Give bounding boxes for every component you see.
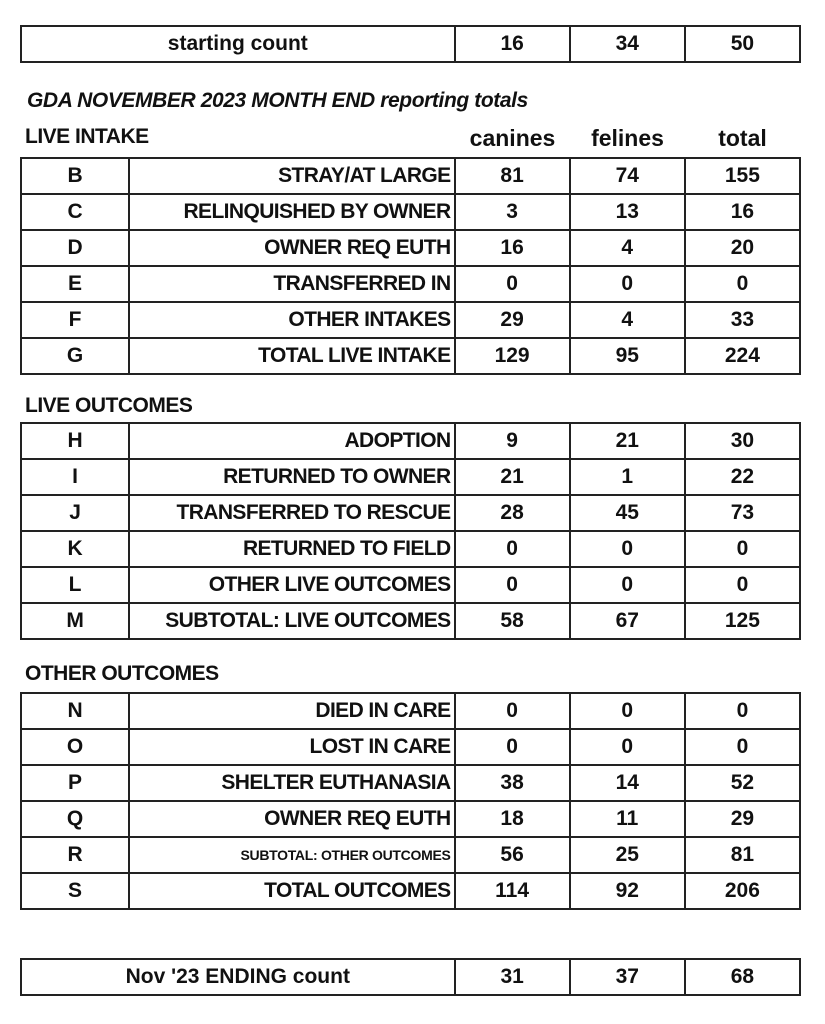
canines-value: 0 [455, 531, 570, 567]
starting-felines: 34 [570, 26, 685, 62]
table-row [21, 603, 800, 639]
row-label: OWNER REQ EUTH [129, 230, 454, 266]
row-label: RETURNED TO FIELD [129, 531, 454, 567]
row-code: E [21, 266, 129, 302]
total-value: 30 [685, 423, 800, 459]
felines-value: 1 [570, 459, 685, 495]
felines-value: 11 [570, 801, 685, 837]
ending-count-table [20, 958, 801, 996]
canines-column-header: canines [469, 125, 556, 151]
table-row [21, 531, 800, 567]
row-code: G [21, 338, 129, 374]
row-code: K [21, 531, 129, 567]
row-code: P [21, 765, 129, 801]
total-value: 22 [685, 459, 800, 495]
row-label: ADOPTION [129, 423, 454, 459]
row-label: OWNER REQ EUTH [129, 801, 454, 837]
felines-value: 21 [570, 423, 685, 459]
total-value: 81 [685, 837, 800, 873]
total-value: 224 [685, 338, 800, 374]
canines-value: 3 [455, 194, 570, 230]
starting-count-label: starting count [21, 26, 455, 62]
canines-value: 114 [455, 873, 570, 909]
row-code: B [21, 158, 129, 194]
row-code: J [21, 495, 129, 531]
canines-value: 0 [455, 567, 570, 603]
felines-value: 13 [570, 194, 685, 230]
table-row [21, 158, 800, 194]
canines-value: 38 [455, 765, 570, 801]
total-value: 206 [685, 873, 800, 909]
table-row [21, 230, 800, 266]
canines-value: 56 [455, 837, 570, 873]
total-column-header: total [718, 125, 767, 151]
felines-value: 4 [570, 230, 685, 266]
row-label: SHELTER EUTHANASIA [129, 765, 454, 801]
table-row [21, 693, 800, 729]
starting-total: 50 [685, 26, 800, 62]
table-row [21, 837, 800, 873]
row-code: F [21, 302, 129, 338]
row-label: RELINQUISHED BY OWNER [129, 194, 454, 230]
row-label: OTHER INTAKES [129, 302, 454, 338]
row-code: S [21, 873, 129, 909]
canines-value: 18 [455, 801, 570, 837]
row-code: M [21, 603, 129, 639]
row-label: STRAY/AT LARGE [129, 158, 454, 194]
row-label: OTHER LIVE OUTCOMES [129, 567, 454, 603]
live-intake-table [20, 157, 801, 375]
total-value: 20 [685, 230, 800, 266]
canines-value: 81 [455, 158, 570, 194]
row-label: SUBTOTAL: OTHER OUTCOMES [129, 837, 454, 873]
row-label: TOTAL OUTCOMES [129, 873, 454, 909]
row-code: I [21, 459, 129, 495]
row-label: DIED IN CARE [129, 693, 454, 729]
starting-canines: 16 [455, 26, 570, 62]
ending-count-label: Nov '23 ENDING count [21, 959, 455, 995]
felines-value: 92 [570, 873, 685, 909]
row-code: H [21, 423, 129, 459]
row-label: LOST IN CARE [129, 729, 454, 765]
table-row [21, 423, 800, 459]
total-value: 0 [685, 729, 800, 765]
felines-value: 0 [570, 266, 685, 302]
other-outcomes-heading: OTHER OUTCOMES [25, 662, 219, 685]
row-code: Q [21, 801, 129, 837]
total-value: 52 [685, 765, 800, 801]
felines-value: 14 [570, 765, 685, 801]
canines-value: 129 [455, 338, 570, 374]
felines-value: 4 [570, 302, 685, 338]
table-row [21, 801, 800, 837]
felines-value: 0 [570, 729, 685, 765]
row-label: SUBTOTAL: LIVE OUTCOMES [129, 603, 454, 639]
row-code: R [21, 837, 129, 873]
canines-value: 29 [455, 302, 570, 338]
table-row [21, 266, 800, 302]
total-value: 0 [685, 567, 800, 603]
other-outcomes-table [20, 692, 801, 910]
ending-count-row [21, 959, 800, 995]
row-code: N [21, 693, 129, 729]
ending-total: 68 [685, 959, 800, 995]
canines-value: 28 [455, 495, 570, 531]
felines-value: 74 [570, 158, 685, 194]
total-value: 29 [685, 801, 800, 837]
total-value: 73 [685, 495, 800, 531]
live-outcomes-heading: LIVE OUTCOMES [25, 394, 193, 417]
live-outcomes-table [20, 422, 801, 640]
felines-value: 0 [570, 531, 685, 567]
canines-value: 9 [455, 423, 570, 459]
felines-value: 45 [570, 495, 685, 531]
total-value: 16 [685, 194, 800, 230]
row-code: D [21, 230, 129, 266]
ending-canines: 31 [455, 959, 570, 995]
total-value: 0 [685, 693, 800, 729]
row-label: TRANSFERRED TO RESCUE [129, 495, 454, 531]
row-code: C [21, 194, 129, 230]
canines-value: 0 [455, 693, 570, 729]
canines-value: 0 [455, 266, 570, 302]
live-intake-heading: LIVE INTAKE [25, 125, 149, 148]
felines-column-header: felines [591, 125, 664, 151]
canines-value: 58 [455, 603, 570, 639]
table-row [21, 765, 800, 801]
total-value: 33 [685, 302, 800, 338]
report-title: GDA NOVEMBER 2023 MONTH END reporting totals [27, 89, 528, 112]
row-code: O [21, 729, 129, 765]
table-row [21, 338, 800, 374]
table-row [21, 729, 800, 765]
row-code: L [21, 567, 129, 603]
felines-value: 0 [570, 567, 685, 603]
starting-count-table [20, 25, 801, 63]
total-value: 0 [685, 531, 800, 567]
table-row [21, 194, 800, 230]
row-label: TRANSFERRED IN [129, 266, 454, 302]
table-row [21, 873, 800, 909]
canines-value: 16 [455, 230, 570, 266]
felines-value: 25 [570, 837, 685, 873]
table-row [21, 567, 800, 603]
felines-value: 67 [570, 603, 685, 639]
canines-value: 21 [455, 459, 570, 495]
canines-value: 0 [455, 729, 570, 765]
table-row [21, 459, 800, 495]
row-label: RETURNED TO OWNER [129, 459, 454, 495]
row-label: TOTAL LIVE INTAKE [129, 338, 454, 374]
table-row [21, 495, 800, 531]
total-value: 0 [685, 266, 800, 302]
ending-felines: 37 [570, 959, 685, 995]
total-value: 125 [685, 603, 800, 639]
felines-value: 0 [570, 693, 685, 729]
starting-count-row [21, 26, 800, 62]
table-row [21, 302, 800, 338]
felines-value: 95 [570, 338, 685, 374]
total-value: 155 [685, 158, 800, 194]
